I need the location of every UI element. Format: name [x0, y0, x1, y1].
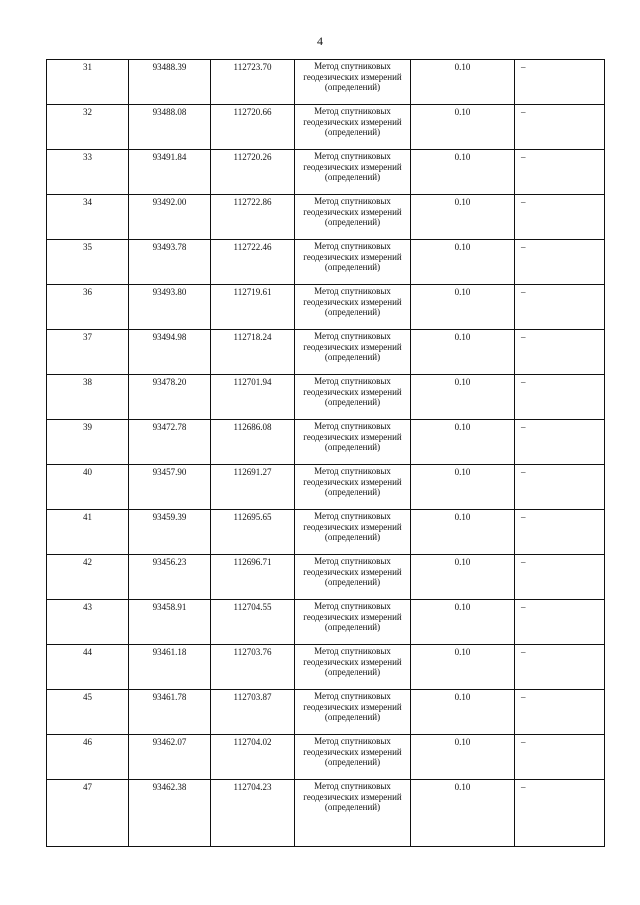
accuracy-cell: 0.10 — [411, 240, 515, 285]
y-coordinate-cell: 112703.76 — [211, 645, 295, 690]
accuracy-cell: 0.10 — [411, 330, 515, 375]
x-coordinate-cell: 93461.78 — [129, 690, 211, 735]
method-cell: Метод спутниковых геодезических измерений (определений) — [295, 240, 411, 285]
x-coordinate-cell: 93462.38 — [129, 780, 211, 847]
x-coordinate-cell: 93494.98 — [129, 330, 211, 375]
note-cell: – — [515, 420, 605, 465]
note-cell: – — [515, 735, 605, 780]
method-cell: Метод спутниковых геодезических измерений (определений) — [295, 690, 411, 735]
x-coordinate-cell: 93493.78 — [129, 240, 211, 285]
note-cell: – — [515, 105, 605, 150]
note-cell: – — [515, 510, 605, 555]
method-cell: Метод спутниковых геодезических измерений (определений) — [295, 60, 411, 105]
x-coordinate-cell: 93472.78 — [129, 420, 211, 465]
y-coordinate-cell: 112722.86 — [211, 195, 295, 240]
table-row — [47, 195, 605, 240]
method-cell: Метод спутниковых геодезических измерений (определений) — [295, 195, 411, 240]
table-row — [47, 375, 605, 420]
y-coordinate-cell: 112704.55 — [211, 600, 295, 645]
table-row — [47, 420, 605, 465]
accuracy-cell: 0.10 — [411, 645, 515, 690]
accuracy-cell: 0.10 — [411, 555, 515, 600]
point-number-cell: 31 — [47, 60, 129, 105]
x-coordinate-cell: 93462.07 — [129, 735, 211, 780]
point-number-cell: 46 — [47, 735, 129, 780]
y-coordinate-cell: 112704.23 — [211, 780, 295, 847]
y-coordinate-cell: 112718.24 — [211, 330, 295, 375]
method-cell: Метод спутниковых геодезических измерений (определений) — [295, 600, 411, 645]
point-number-cell: 38 — [47, 375, 129, 420]
point-number-cell: 39 — [47, 420, 129, 465]
x-coordinate-cell: 93456.23 — [129, 555, 211, 600]
coordinates-table — [46, 59, 605, 847]
note-cell: – — [515, 375, 605, 420]
x-coordinate-cell: 93488.08 — [129, 105, 211, 150]
point-number-cell: 36 — [47, 285, 129, 330]
point-number-cell: 40 — [47, 465, 129, 510]
method-cell: Метод спутниковых геодезических измерений (определений) — [295, 465, 411, 510]
point-number-cell: 41 — [47, 510, 129, 555]
accuracy-cell: 0.10 — [411, 150, 515, 195]
table-row — [47, 285, 605, 330]
table-row — [47, 465, 605, 510]
accuracy-cell: 0.10 — [411, 60, 515, 105]
method-cell: Метод спутниковых геодезических измерений (определений) — [295, 645, 411, 690]
point-number-cell: 34 — [47, 195, 129, 240]
table-row — [47, 690, 605, 735]
x-coordinate-cell: 93458.91 — [129, 600, 211, 645]
y-coordinate-cell: 112704.02 — [211, 735, 295, 780]
point-number-cell: 37 — [47, 330, 129, 375]
note-cell: – — [515, 195, 605, 240]
point-number-cell: 42 — [47, 555, 129, 600]
method-cell: Метод спутниковых геодезических измерений (определений) — [295, 510, 411, 555]
accuracy-cell: 0.10 — [411, 420, 515, 465]
note-cell: – — [515, 465, 605, 510]
method-cell: Метод спутниковых геодезических измерений (определений) — [295, 150, 411, 195]
y-coordinate-cell: 112701.94 — [211, 375, 295, 420]
y-coordinate-cell: 112719.61 — [211, 285, 295, 330]
x-coordinate-cell: 93478.20 — [129, 375, 211, 420]
note-cell: – — [515, 285, 605, 330]
accuracy-cell: 0.10 — [411, 105, 515, 150]
note-cell: – — [515, 240, 605, 285]
method-cell: Метод спутниковых геодезических измерений (определений) — [295, 285, 411, 330]
note-cell: – — [515, 60, 605, 105]
table-row — [47, 555, 605, 600]
accuracy-cell: 0.10 — [411, 285, 515, 330]
table-row — [47, 330, 605, 375]
point-number-cell: 32 — [47, 105, 129, 150]
x-coordinate-cell: 93491.84 — [129, 150, 211, 195]
table-row — [47, 510, 605, 555]
point-number-cell: 35 — [47, 240, 129, 285]
table-row — [47, 600, 605, 645]
table-row — [47, 780, 605, 847]
x-coordinate-cell: 93488.39 — [129, 60, 211, 105]
y-coordinate-cell: 112720.26 — [211, 150, 295, 195]
method-cell: Метод спутниковых геодезических измерений (определений) — [295, 780, 411, 847]
point-number-cell: 45 — [47, 690, 129, 735]
method-cell: Метод спутниковых геодезических измерений (определений) — [295, 330, 411, 375]
table-row — [47, 240, 605, 285]
point-number-cell: 44 — [47, 645, 129, 690]
accuracy-cell: 0.10 — [411, 195, 515, 240]
accuracy-cell: 0.10 — [411, 375, 515, 420]
table-row — [47, 150, 605, 195]
y-coordinate-cell: 112696.71 — [211, 555, 295, 600]
accuracy-cell: 0.10 — [411, 600, 515, 645]
note-cell: – — [515, 690, 605, 735]
table-row — [47, 735, 605, 780]
accuracy-cell: 0.10 — [411, 510, 515, 555]
x-coordinate-cell: 93457.90 — [129, 465, 211, 510]
page-number: 4 — [317, 34, 323, 48]
note-cell: – — [515, 330, 605, 375]
point-number-cell: 43 — [47, 600, 129, 645]
accuracy-cell: 0.10 — [411, 690, 515, 735]
y-coordinate-cell: 112703.87 — [211, 690, 295, 735]
table-row — [47, 645, 605, 690]
y-coordinate-cell: 112691.27 — [211, 465, 295, 510]
table-row — [47, 105, 605, 150]
note-cell: – — [515, 555, 605, 600]
point-number-cell: 33 — [47, 150, 129, 195]
x-coordinate-cell: 93459.39 — [129, 510, 211, 555]
y-coordinate-cell: 112723.70 — [211, 60, 295, 105]
method-cell: Метод спутниковых геодезических измерений (определений) — [295, 735, 411, 780]
accuracy-cell: 0.10 — [411, 780, 515, 847]
table-row — [47, 60, 605, 105]
table-body — [47, 60, 605, 847]
accuracy-cell: 0.10 — [411, 465, 515, 510]
method-cell: Метод спутниковых геодезических измерений (определений) — [295, 555, 411, 600]
method-cell: Метод спутниковых геодезических измерений (определений) — [295, 105, 411, 150]
y-coordinate-cell: 112686.08 — [211, 420, 295, 465]
note-cell: – — [515, 780, 605, 847]
x-coordinate-cell: 93492.00 — [129, 195, 211, 240]
note-cell: – — [515, 150, 605, 195]
note-cell: – — [515, 645, 605, 690]
y-coordinate-cell: 112722.46 — [211, 240, 295, 285]
point-number-cell: 47 — [47, 780, 129, 847]
y-coordinate-cell: 112695.65 — [211, 510, 295, 555]
method-cell: Метод спутниковых геодезических измерений (определений) — [295, 375, 411, 420]
x-coordinate-cell: 93493.80 — [129, 285, 211, 330]
method-cell: Метод спутниковых геодезических измерений (определений) — [295, 420, 411, 465]
accuracy-cell: 0.10 — [411, 735, 515, 780]
note-cell: – — [515, 600, 605, 645]
y-coordinate-cell: 112720.66 — [211, 105, 295, 150]
x-coordinate-cell: 93461.18 — [129, 645, 211, 690]
